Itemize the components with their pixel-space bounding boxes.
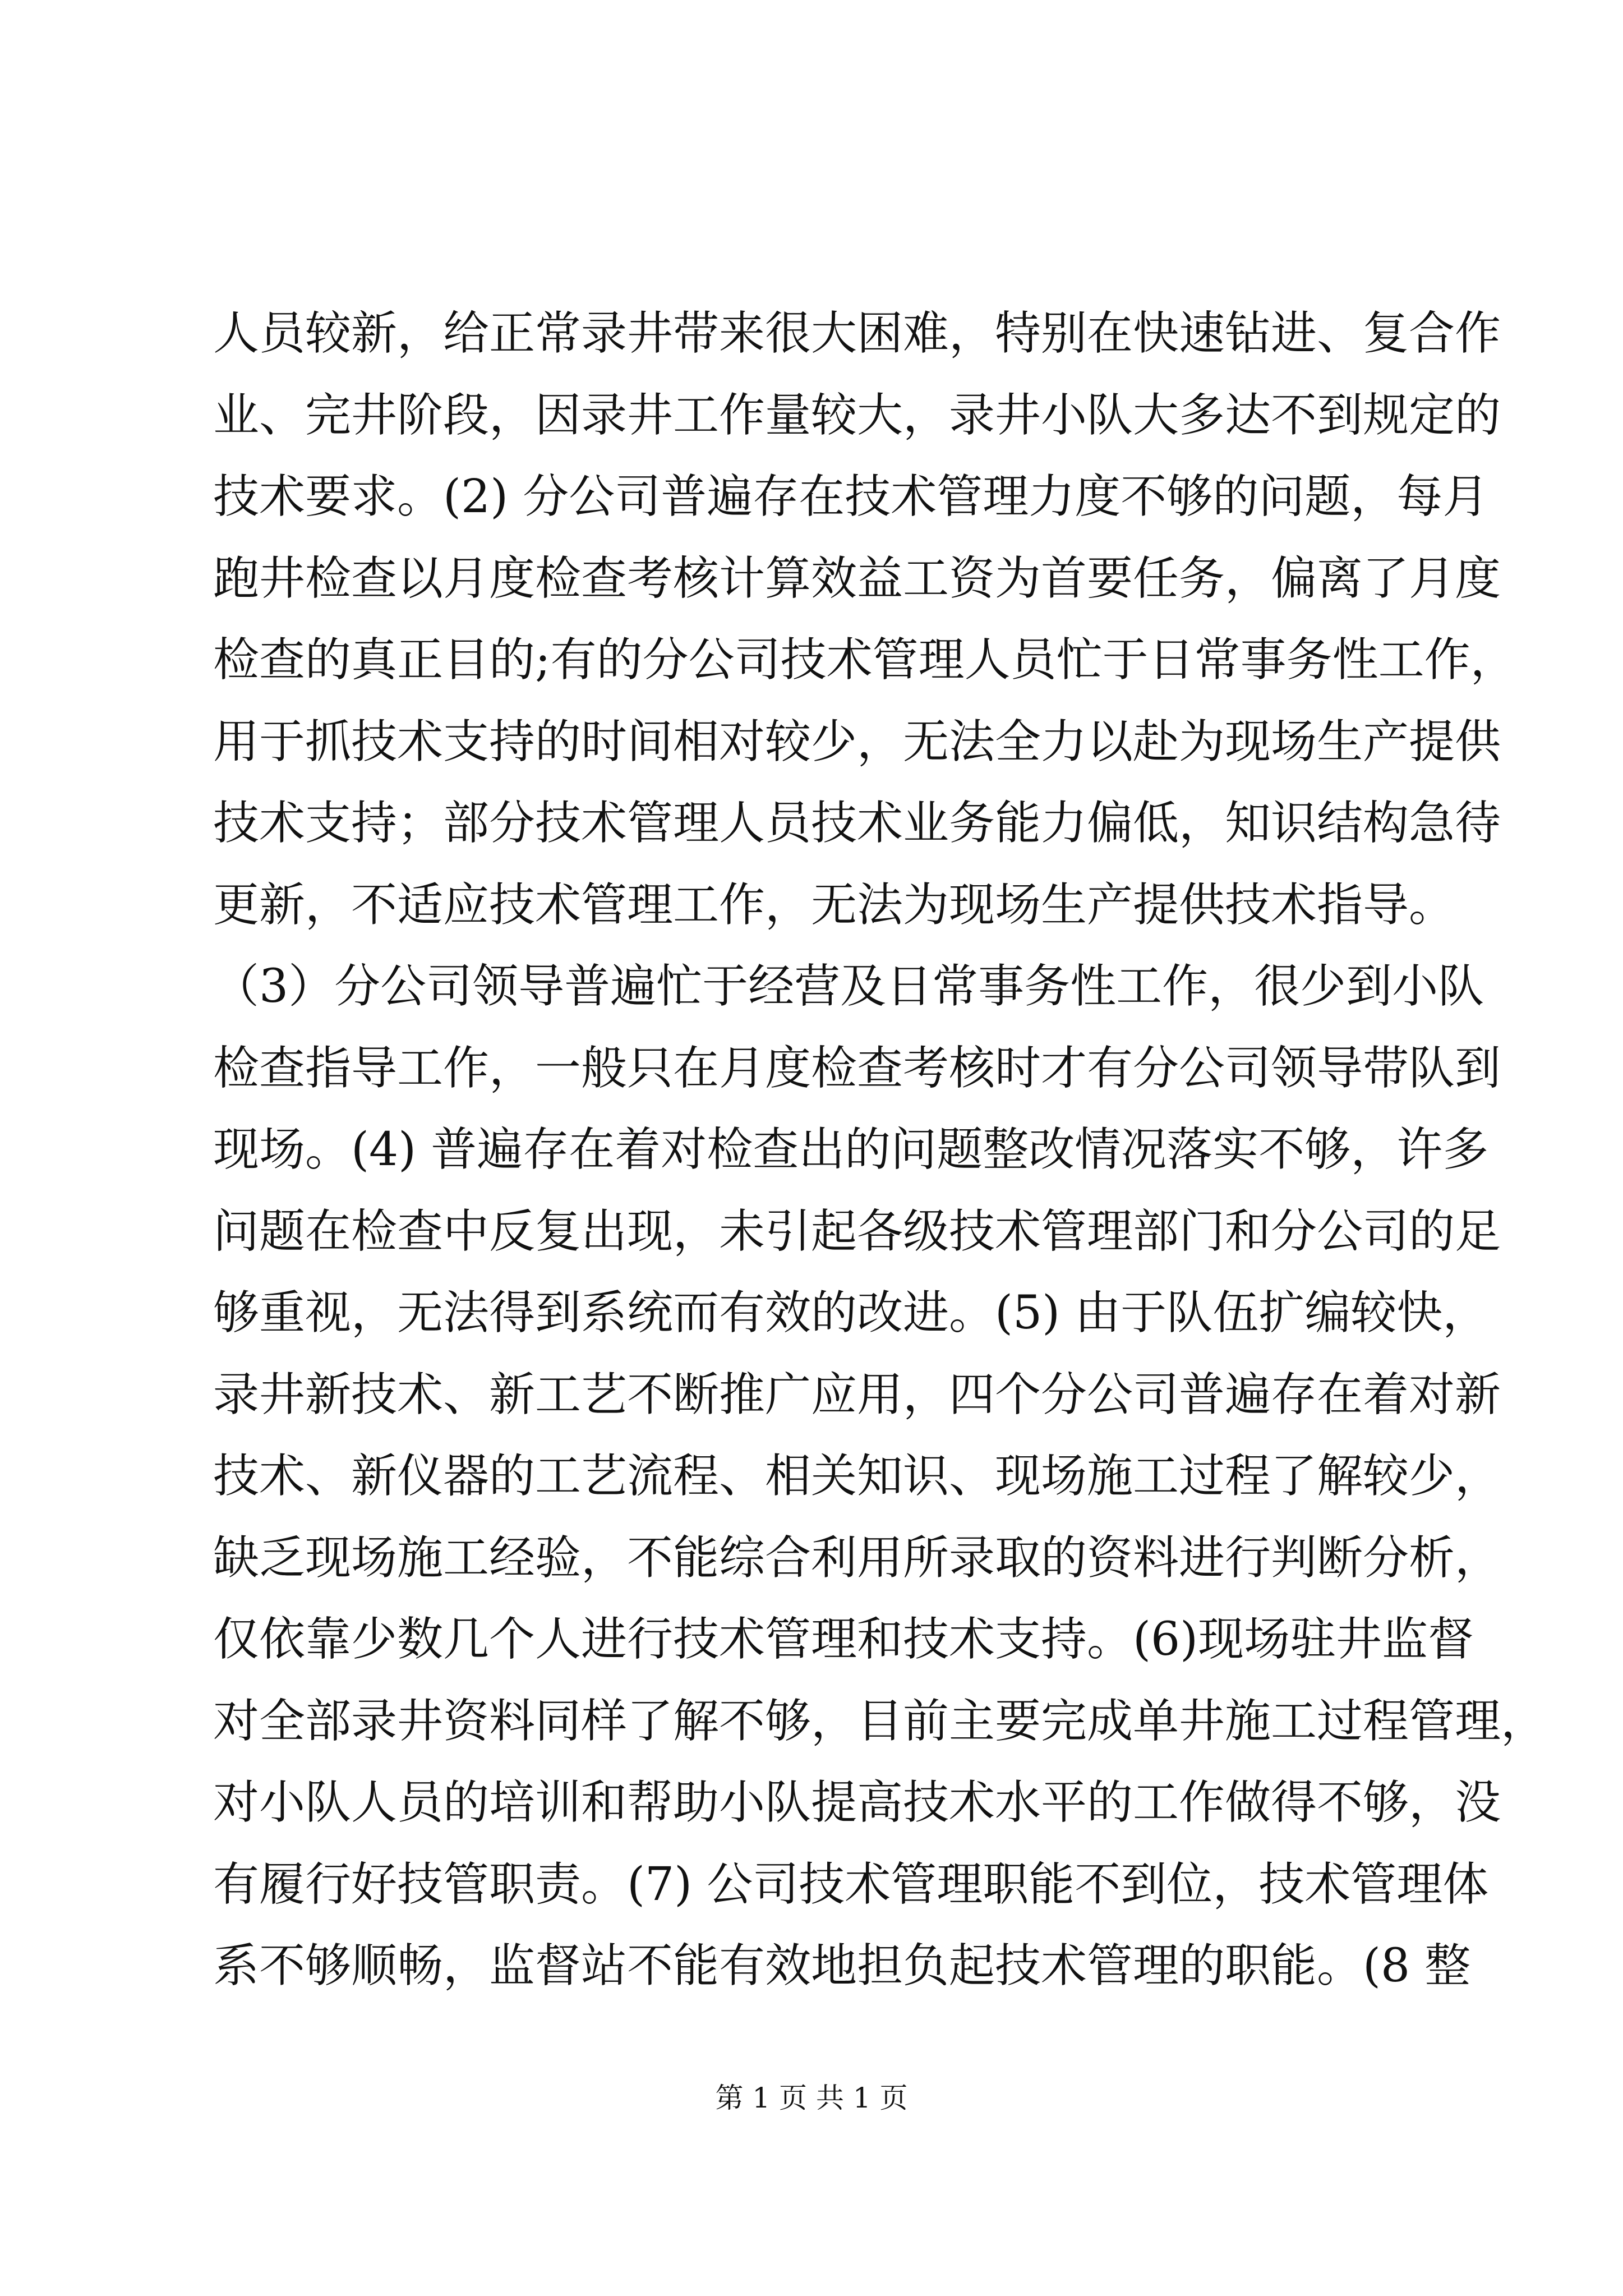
text-line-5: 检查的真正目的;有的分公司技术管理人员忙于日常事务性工作， <box>213 633 1516 687</box>
text-line-16: 缺乏现场施工经验，不能综合利用所录取的资料进行判断分析， <box>213 1531 1501 1585</box>
text-line-14: 录井新技术、新工艺不断推广应用，四个分公司普遍存在着对新 <box>213 1368 1501 1421</box>
text-line-8: 更新，不适应技术管理工作，无法为现场生产提供技术指导。 <box>213 878 1455 932</box>
text-line-15: 技术、新仪器的工艺流程、相关知识、现场施工过程了解较少， <box>213 1450 1501 1503</box>
text-line-2: 业、完井阶段，因录井工作量较大，录井小队大多达不到规定的 <box>213 388 1501 442</box>
text-line-11: 现场。(4) 普遍存在着对检查出的问题整改情况落实不够，许多 <box>213 1123 1489 1176</box>
text-line-12: 问题在检查中反复出现，未引起各级技术管理部门和分公司的足 <box>213 1204 1501 1258</box>
text-line-21: 系不够顺畅，监督站不能有效地担负起技术管理的职能。(8 整 <box>213 1939 1471 1993</box>
text-line-9: （3）分公司领导普遍忙于经营及日常事务性工作，很少到小队 <box>213 960 1484 1013</box>
text-line-3: 技术要求。(2) 分公司普遍存在技术管理力度不够的问题，每月 <box>213 470 1489 523</box>
text-line-20: 有履行好技管职责。(7) 公司技术管理职能不到位，技术管理体 <box>213 1857 1489 1911</box>
text-line-18: 对全部录井资料同样了解不够，目前主要完成单井施工过程管理， <box>213 1694 1547 1748</box>
text-line-6: 用于抓技术支持的时间相对较少，无法全力以赴为现场生产提供 <box>213 715 1501 769</box>
text-line-4: 跑井检查以月度检查考核计算效益工资为首要任务，偏离了月度 <box>213 551 1501 605</box>
body-paragraph <box>213 293 1547 2007</box>
text-line-13: 够重视，无法得到系统而有效的改进。(5) 由于队伍扩编较快， <box>213 1286 1489 1340</box>
text-line-1: 人员较新，给正常录井带来很大困难，特别在快速钻进、复合作 <box>213 307 1501 360</box>
text-line-17: 仅依靠少数几个人进行技术管理和技术支持。(6)现场驻井监督 <box>213 1613 1474 1666</box>
text-line-7: 技术支持；部分技术管理人员技术业务能力偏低，知识结构急待 <box>213 797 1501 850</box>
page-footer: 第 1 页 共 1 页 <box>715 2082 908 2114</box>
text-line-10: 检查指导工作，一般只在月度检查考核时才有分公司领导带队到 <box>213 1041 1501 1095</box>
text-line-19: 对小队人员的培训和帮助小队提高技术水平的工作做得不够，没 <box>213 1776 1501 1829</box>
